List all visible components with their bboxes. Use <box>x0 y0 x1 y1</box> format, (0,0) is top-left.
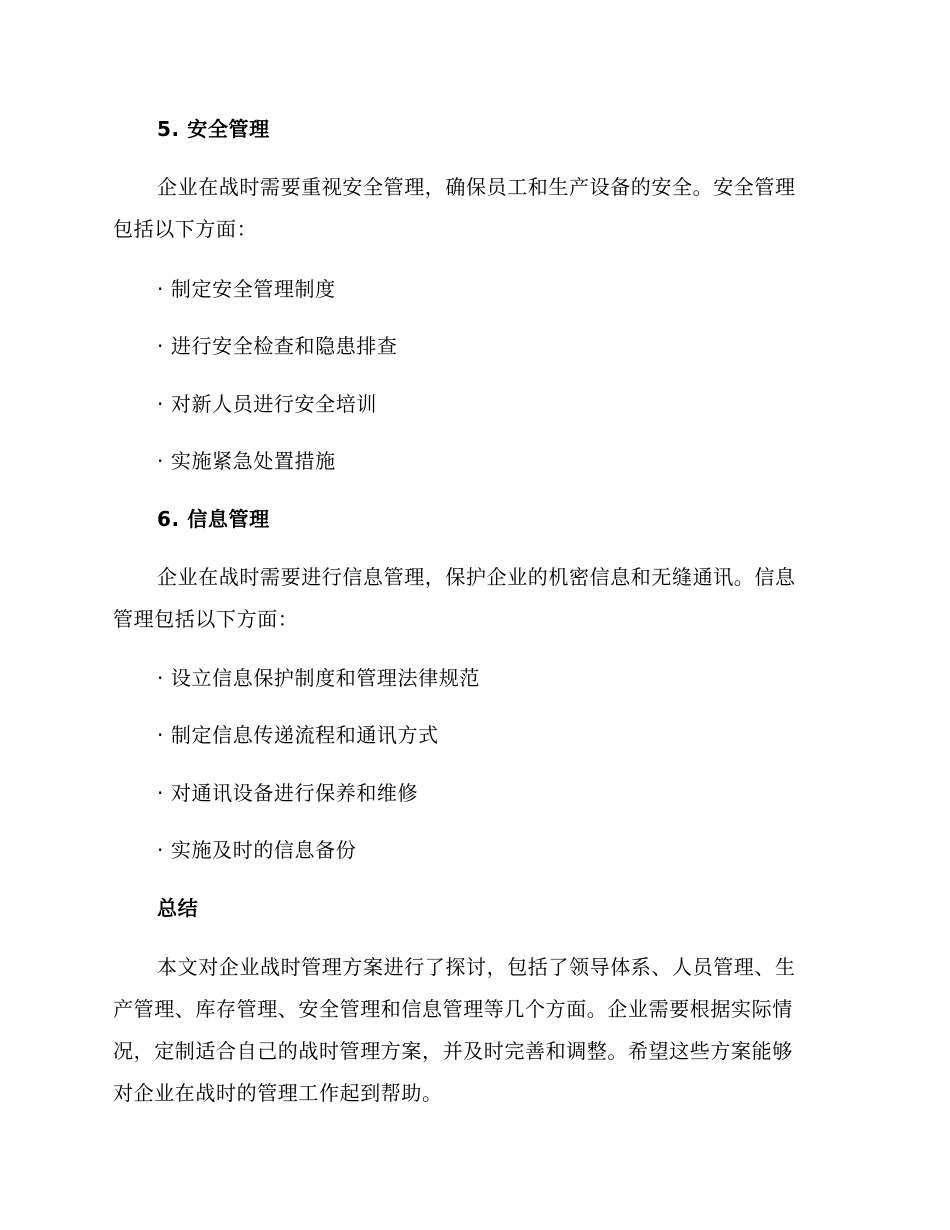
paragraph-line: 况，定制适合自己的战时管理方案，并及时完善和调整。希望这些方案能够 <box>113 1039 793 1063</box>
summary-heading: 总结 <box>157 896 199 920</box>
bullet-item: · 制定安全管理制度 <box>157 277 336 301</box>
paragraph-line: 管理包括以下方面： <box>113 607 299 631</box>
bullet-item: · 对通讯设备进行保养和维修 <box>157 781 419 805</box>
bullet-item: · 对新人员进行安全培训 <box>157 392 377 416</box>
paragraph-line: 企业在战时需要进行信息管理，保护企业的机密信息和无缝通讯。信息 <box>157 565 796 589</box>
bullet-item: · 制定信息传递流程和通讯方式 <box>157 723 439 747</box>
bullet-item: · 设立信息保护制度和管理法律规范 <box>157 666 480 690</box>
section-heading-safety: 5. 安全管理 <box>157 117 270 141</box>
bullet-item: · 实施及时的信息备份 <box>157 838 357 862</box>
paragraph-line: 包括以下方面： <box>113 217 258 241</box>
paragraph-line: 本文对企业战时管理方案进行了探讨，包括了领导体系、人员管理、生 <box>157 955 796 979</box>
paragraph-line: 企业在战时需要重视安全管理，确保员工和生产设备的安全。安全管理 <box>157 175 796 199</box>
section-heading-information: 6. 信息管理 <box>157 507 270 531</box>
paragraph-line: 对企业在战时的管理工作起到帮助。 <box>113 1081 443 1105</box>
bullet-item: · 进行安全检查和隐患排查 <box>157 334 398 358</box>
paragraph-line: 产管理、库存管理、安全管理和信息管理等几个方面。企业需要根据实际情 <box>113 997 793 1021</box>
bullet-item: · 实施紧急处置措施 <box>157 449 336 473</box>
